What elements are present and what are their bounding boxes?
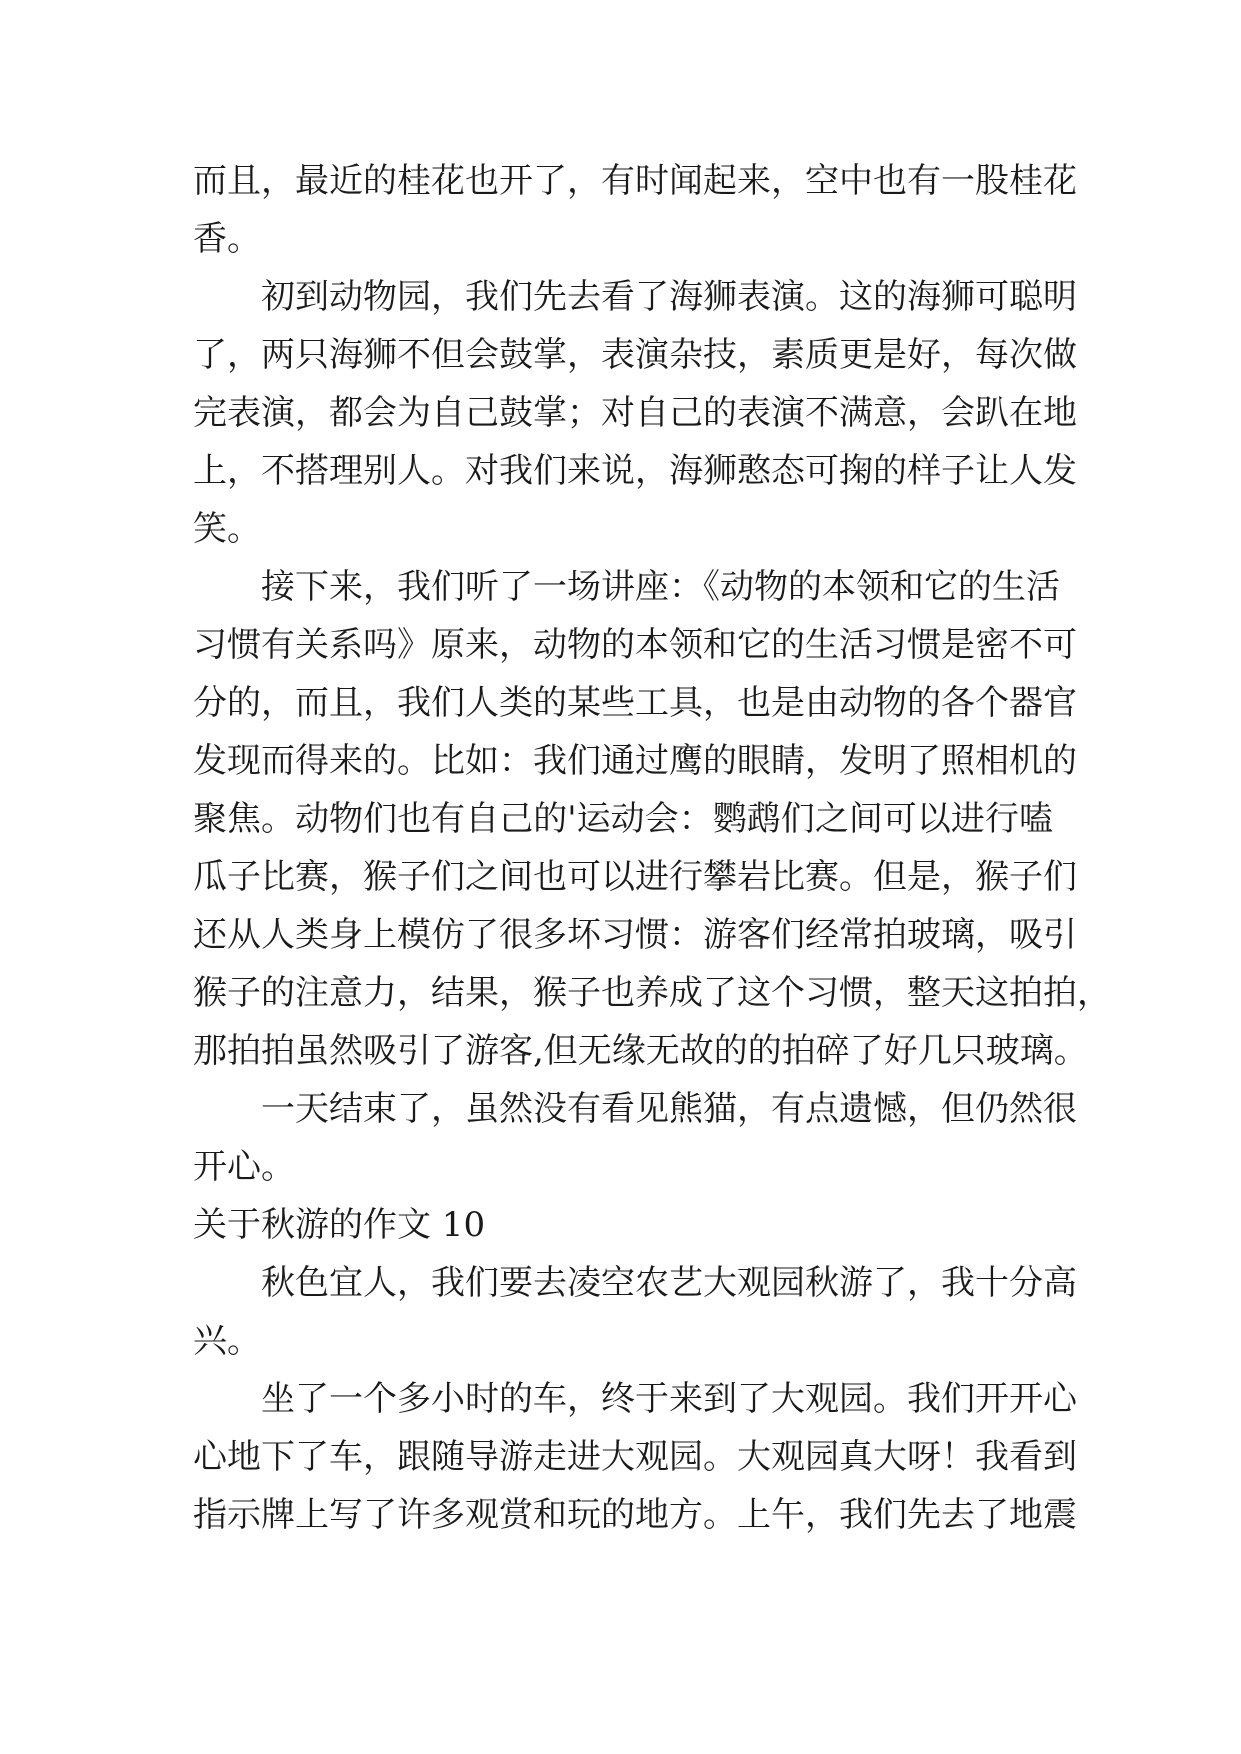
text-line: 心地下了车，跟随导游走进大观园。大观园真大呀！我看到 [193, 1437, 1077, 1477]
text-line: 兴。 [193, 1321, 261, 1361]
text-line: 初到动物园，我们先去看了海狮表演。这的海狮可聪明 [261, 277, 1077, 317]
text-line: 坐了一个多小时的车，终于来到了大观园。我们开开心 [261, 1379, 1077, 1419]
text-line: 接下来，我们听了一场讲座：《动物的本领和它的生活 [261, 567, 1060, 607]
text-line: 还从人类身上模仿了很多坏习惯：游客们经常拍玻璃，吸引 [193, 915, 1077, 955]
text-line: 完表演，都会为自己鼓掌；对自己的表演不满意，会趴在地 [193, 393, 1077, 433]
text-line: 发现而得来的。比如：我们通过鹰的眼睛，发明了照相机的 [193, 741, 1077, 781]
text-line: 而且，最近的桂花也开了，有时闻起来，空中也有一股桂花 [193, 161, 1077, 201]
text-line: 笑。 [193, 509, 261, 549]
essay-text [193, 152, 1111, 1544]
text-line: 香。 [193, 219, 261, 259]
text-line: 聚焦。动物们也有自己的'运动会：鹦鹉们之间可以进行嗑 [193, 799, 1053, 839]
text-line: 开心。 [193, 1147, 295, 1187]
text-line: 猴子的注意力，结果，猴子也养成了这个习惯，整天这拍拍， [193, 973, 1111, 1013]
text-line: 指示牌上写了许多观赏和玩的地方。上午，我们先去了地震 [193, 1495, 1077, 1535]
text-line: 瓜子比赛，猴子们之间也可以进行攀岩比赛。但是，猴子们 [193, 857, 1077, 897]
text-line: 分的，而且，我们人类的某些工具，也是由动物的各个器官 [193, 683, 1077, 723]
text-line: 秋色宜人，我们要去凌空农艺大观园秋游了，我十分高 [261, 1263, 1077, 1303]
text-line: 那拍拍虽然吸引了游客,但无缘无故的的拍碎了好几只玻璃。 [193, 1031, 1088, 1071]
text-line: 习惯有关系吗》原来，动物的本领和它的生活习惯是密不可 [193, 625, 1077, 665]
text-line: 了，两只海狮不但会鼓掌，表演杂技，素质更是好，每次做 [193, 335, 1077, 375]
text-line: 一天结束了，虽然没有看见熊猫，有点遗憾，但仍然很 [261, 1089, 1077, 1129]
section-heading: 关于秋游的作文 10 [193, 1205, 486, 1245]
text-line: 上，不搭理别人。对我们来说，海狮憨态可掬的样子让人发 [193, 451, 1077, 491]
